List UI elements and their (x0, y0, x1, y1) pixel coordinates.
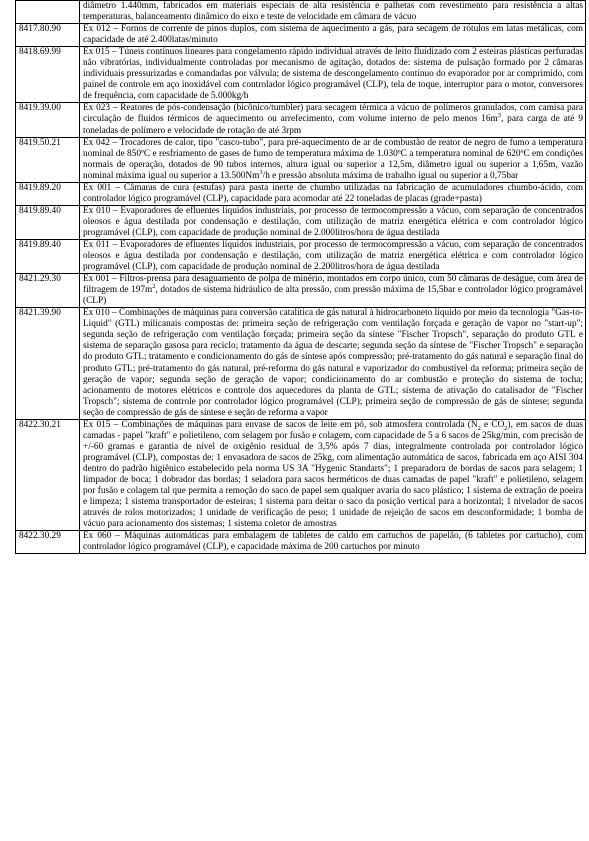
ex-description: Ex 001 – Câmaras de cura (estufas) para pasta inerte de chumbo utilizadas na fabricação de acumuladores chumbo-ácido, com controlador lógico programável (CLP), capacidade para acomodar até 22 toneladas de placas (grade+pasta) (80, 182, 586, 205)
ncm-code: 8418.69.99 (16, 47, 80, 103)
ncm-code: 8421.39.90 (16, 308, 80, 419)
ex-description: Ex 015 – Túneis contínuos lineares para congelamento rápido individual através de leito fluidizado com 2 esteiras plásticas perfuradas não vibratórias, individualmente controladas por mecanismo de agitação, dotados de: sistema de pulsação formado por 2 câmaras individuais pressurizadas e comandadas por válvula; de sistema de descongelamento contínuo do evaporador por ar comprimido, com painel de controle em aço inoxidável com controlador lógico programável (CLP), tela de toque, interruptor para o motor, conversores de frequência, com capacidade de 5.000kg/h (80, 47, 586, 103)
ncm-code: 8419.89.20 (16, 182, 80, 205)
ncm-code: 8419.39.00 (16, 103, 80, 137)
description-text: e CO (480, 419, 505, 430)
ncm-code: 8419.89.40 (16, 239, 80, 273)
ex-description: diâmetro 1.440mm, fabricados em materiais especiais de alta resistência e palhetas com revestimento para resistência a altas temperaturas, balanceamento dinâmico do eixo e teste de velocidade em câmara de vácuo (80, 1, 586, 24)
subscript: 2 (477, 424, 481, 432)
ex-description: Ex 060 – Máquinas automáticas para embalagem de tabletes de caldo em cartuchos de papelão, (6 tabletes por cartucho), com controlador lógico programável (CLP), e capacidade máxima de 200 cartuchos por minuto (80, 531, 586, 554)
ex-description: Ex 011 – Evaporadores de efluentes líquidos industriais, por processo de termocompressão a vácuo, com separação de concentrados oleosos e água destilada por condensação e destilação, com utilização de matriz energética elétrica e com controlador lógico programável (CLP), com capacidade de produção nominal de 2.200litros/hora de água destilada (80, 239, 586, 273)
ex-description: Ex 010 – Evaporadores de efluentes líquidos industriais, por processo de termocompressão a vácuo, com separação de concentrados oleosos e água destilada por condensação e destilação, com utilização de matriz energética elétrica e com controlador lógico programável (CLP), com capacidade de produção nominal de 2.000litros/hora de água destilada (80, 205, 586, 239)
subscript: 2 (504, 424, 508, 432)
table-row (16, 182, 586, 205)
table-row (16, 1, 586, 24)
ex-description: Ex 012 – Fornos de corrente de pinos duplos, com sistema de aquecimento a gás, para secagem de rótulos em latas metálicas, com capacidade de até 2.400latas/minuto (80, 24, 586, 47)
ex-description (80, 274, 586, 308)
ncm-code: 8419.50.21 (16, 137, 80, 182)
ex-description (80, 103, 586, 137)
description-text: /h e pressão absoluta máxima de trabalho igual ou superior a 0,75bar (262, 170, 519, 181)
ncm-code: 8422.30.29 (16, 531, 80, 554)
ex-description: Ex 010 – Combinações de máquinas para conversão catalítica de gás natural à hidrocarboneto líquido por meio da tecnologia "Gas-to-Liquid" (GTL) milicanais compostas de: primeira seção de refrigeração com ventilação forçada e geração de vapor no "start-up"; segunda seção de refrigeração com ventilação forçada; primeira seção da síntese "Fischer Tropsch", separação do produto GTL e sistema de separação gasosa para reciclo; tratamento da água de descarte; segunda seção da síntese de "Fischer Tropsch" e separação do produto GTL; tratamento e condicionamento do gás de síntese após compressão; pré-tratamento do gás natural e separação final do produto GTL; pré-tratamento do gás natural, pré-reforma do gás natural e vaporizador do combustível da reforma; primeira seção de geração de vapor; segunda seção de geração de vapor; condicionamento do ar combustão e proteção do sistema de tocha; acionamento de motores elétricos e controle dos aquecedores da planta de GTL; sistema de ativação do catalisador de "Fischer Tropsch"; sistema de controle por controlador lógico programável (CLP); primeira seção de compressão de gás de síntese; segunda seção de compressão de gás de síntese e seção de reforma a vapor (80, 308, 586, 419)
ncm-code: 8421.29.30 (16, 274, 80, 308)
ex-description (80, 137, 586, 182)
superscript: 2 (152, 283, 156, 291)
table-row (16, 308, 586, 419)
ncm-code (16, 1, 80, 24)
superscript: 3 (497, 112, 501, 120)
superscript: 3 (259, 168, 263, 176)
description-text: Ex 001 – Filtros-prensa para desaguamento de polpa de minério, montados em corpo único, com 50 câmaras de deságue, com área de filtragem de 197m (83, 274, 583, 296)
table-row (16, 103, 586, 137)
ex-description (80, 419, 586, 530)
ncm-code: 8417.80.90 (16, 24, 80, 47)
ex-tariff-table (15, 0, 586, 554)
ncm-code: 8419.89.40 (16, 205, 80, 239)
description-text: Ex 042 – Trocadores de calor, tipo "casco-tubo", para pré-aquecimento de ar de combustão de reator de negro de fumo a temperatura nominal de 850ºC e resfriamento de gases de fumo de temperatura máxima de 1.030ºC a temperatura nominal de 620ºC em condições normais de operação, dotados de 90 tubos internos, altura igual ou superior a 12,5m, diâmetro igual ou superior a 1,65m, vazão nominal máxima igual ou superior a 13.500Nm (83, 137, 583, 181)
description-text: , para carga de até 9 toneladas de polímero e velocidade de rotação de até 3rpm (83, 114, 583, 136)
table-row (16, 531, 586, 554)
description-text: Ex 023 – Reatores de pós-condensação (bicônico/tumbler) para secagem térmica a vácuo de polímeros granulados, com camisa para circulação de fluidos térmicos de aquecimento ou arrefecimento, com volume interno de pelo menos 16m (83, 103, 583, 125)
ncm-code: 8422.30.21 (16, 419, 80, 530)
description-text: ), em sacos de duas camadas - papel "kraft" e polietileno, com selagem por fusão e colagem, com capacidade de 5 a 6 sacos de 25kg/min, com precisão de +/-60 gramas e garantia de nível de oxigênio residual de 3,5% após 7 dias, integralmente controlada por controlador lógico programável (CLP), compostas de: 1 envasadora de sacos de 25kg, com alimentação automática de sacos, fabricada em aço AISI 304 dentro do padrão higiênico estabelecido pela norma US 3A "Hygenic Standarts"; 1 preparadora de bordas de sacos para selagem; 1 limpador de boca; 1 dobrador das bordas; 1 seladora para sacos herméticos de duas camadas de papel "kraft" e polietileno, selagem por fusão e colagem tal que permita a remoção do saco de papel sem qualquer avaria do saco plástico; 1 sistema de extração de poeira e limpeza; 1 sistema transportador de esteiras; 1 sistema para deitar o saco da posição vertical para a horizontal; 1 nivelador de sacos através de rolos motorizados; 1 unidade de verificação de peso; 1 unidade de rejeição de sacos em desconformidade; 1 bomba de vácuo para acionamento dos sistemas; 1 sistema coletor de amostras (83, 419, 584, 530)
table-row (16, 47, 586, 103)
table-row (16, 24, 586, 47)
table-row (16, 239, 586, 273)
table-row (16, 274, 586, 308)
description-text: , dotados de sistema hidráulico de alta pressão, com pressão máxima de 15,5bar e controlador lógico programável (CLP) (83, 285, 583, 307)
table-row (16, 419, 586, 530)
description-text: Ex 015 – Combinações de máquinas para envase de sacos de leite em pó, sob atmosfera controlada (N (83, 419, 478, 430)
table-row (16, 205, 586, 239)
table-row (16, 137, 586, 182)
